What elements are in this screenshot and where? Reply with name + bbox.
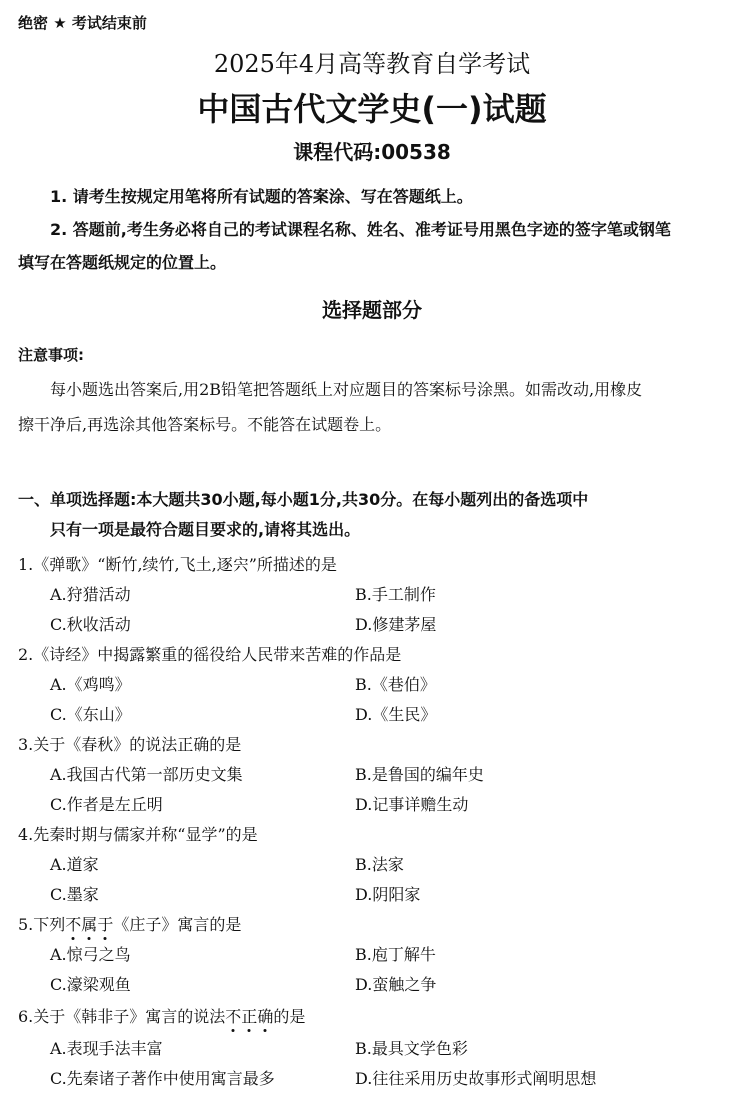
emphasis-char: 确 bbox=[257, 1007, 274, 1026]
question-3-option-d: D.记事详赡生动 bbox=[355, 795, 469, 814]
question-5-option-a: A.惊弓之鸟 bbox=[50, 945, 131, 964]
question-4-option-a: A.道家 bbox=[50, 855, 99, 874]
section-heading: 选择题部分 bbox=[322, 298, 422, 322]
question-4-option-d: D.阴阳家 bbox=[355, 885, 421, 904]
question-3-option-b: B.是鲁国的编年史 bbox=[355, 765, 484, 784]
question-5-option-b: B.庖丁解牛 bbox=[355, 945, 436, 964]
question-1-stem: 1.《弹歌》“断竹,续竹,飞土,逐宍”所描述的是 bbox=[18, 555, 337, 574]
emphasis-char: 于 bbox=[97, 915, 114, 934]
question-6-option-a: A.表现手法丰富 bbox=[50, 1039, 163, 1058]
question-5-stem-suffix: 《庄子》寓言的是 bbox=[113, 915, 242, 934]
question-2-option-b: B.《巷伯》 bbox=[355, 675, 436, 694]
notice-line-2: 擦干净后,再选涂其他答案标号。不能答在试题卷上。 bbox=[18, 415, 392, 434]
secret-label: 绝密 ★ 考试结束前 bbox=[18, 14, 147, 32]
emphasis-char: 属 bbox=[81, 915, 98, 934]
question-2-option-a: A.《鸡鸣》 bbox=[50, 675, 131, 694]
question-2-stem: 2.《诗经》中揭露繁重的徭役给人民带来苦难的作品是 bbox=[18, 645, 402, 664]
course-code: 课程代码:00538 bbox=[293, 140, 451, 164]
question-4-stem: 4.先秦时期与儒家并称“显学”的是 bbox=[18, 825, 258, 844]
notice-title: 注意事项: bbox=[18, 346, 84, 364]
part-title-continued: 只有一项是最符合题目要求的,请将其选出。 bbox=[50, 520, 361, 539]
question-3-option-c: C.作者是左丘明 bbox=[50, 795, 163, 814]
question-2-option-d: D.《生民》 bbox=[355, 705, 437, 724]
question-1-option-d: D.修建茅屋 bbox=[355, 615, 437, 634]
question-5-stem bbox=[18, 912, 241, 935]
instruction-2: 2. 答题前,考生务必将自己的考试课程名称、姓名、准考证号用黑色字迹的签字笔或钢笔 bbox=[50, 220, 671, 239]
question-6-option-b: B.最具文学色彩 bbox=[355, 1039, 468, 1058]
question-5-option-c: C.濠梁观鱼 bbox=[50, 975, 131, 994]
question-3-stem: 3.关于《春秋》的说法正确的是 bbox=[18, 735, 242, 754]
question-1-option-a: A.狩猎活动 bbox=[50, 585, 131, 604]
exam-title: 2025年4月高等教育自学考试 bbox=[213, 50, 531, 78]
question-4-option-b: B.法家 bbox=[355, 855, 404, 874]
question-5-stem-emphasis bbox=[65, 915, 113, 934]
question-1-option-c: C.秋收活动 bbox=[50, 615, 131, 634]
question-1-option-b: B.手工制作 bbox=[355, 585, 436, 604]
emphasis-char: 不 bbox=[225, 1007, 242, 1026]
instruction-1: 1. 请考生按规定用笔将所有试题的答案涂、写在答题纸上。 bbox=[50, 187, 473, 206]
subject-title: 中国古代文学史(一)试题 bbox=[197, 90, 547, 128]
question-3-option-a: A.我国古代第一部历史文集 bbox=[50, 765, 243, 784]
emphasis-char: 不 bbox=[65, 915, 82, 934]
question-6-option-d: D.往往采用历史故事形式阐明思想 bbox=[355, 1069, 597, 1088]
instruction-2-continued: 填写在答题纸规定的位置上。 bbox=[18, 253, 227, 272]
question-5-option-d: D.蛮触之争 bbox=[355, 975, 437, 994]
part-title: 一、单项选择题:本大题共30小题,每小题1分,共30分。在每小题列出的备选项中 bbox=[18, 490, 589, 509]
question-4-option-c: C.墨家 bbox=[50, 885, 99, 904]
question-2-option-c: C.《东山》 bbox=[50, 705, 131, 724]
question-6-stem bbox=[18, 1004, 305, 1027]
question-6-stem-prefix: 6.关于《韩非子》寓言的说法 bbox=[18, 1007, 226, 1026]
question-5-stem-prefix: 5.下列 bbox=[18, 915, 66, 934]
emphasis-char: 正 bbox=[241, 1007, 258, 1026]
question-6-stem-emphasis bbox=[225, 1007, 273, 1026]
question-6-stem-suffix: 的是 bbox=[273, 1007, 306, 1026]
notice-line-1: 每小题选出答案后,用2B铅笔把答题纸上对应题目的答案标号涂黑。如需改动,用橡皮 bbox=[50, 380, 643, 399]
question-6-option-c: C.先秦诸子著作中使用寓言最多 bbox=[50, 1069, 275, 1088]
